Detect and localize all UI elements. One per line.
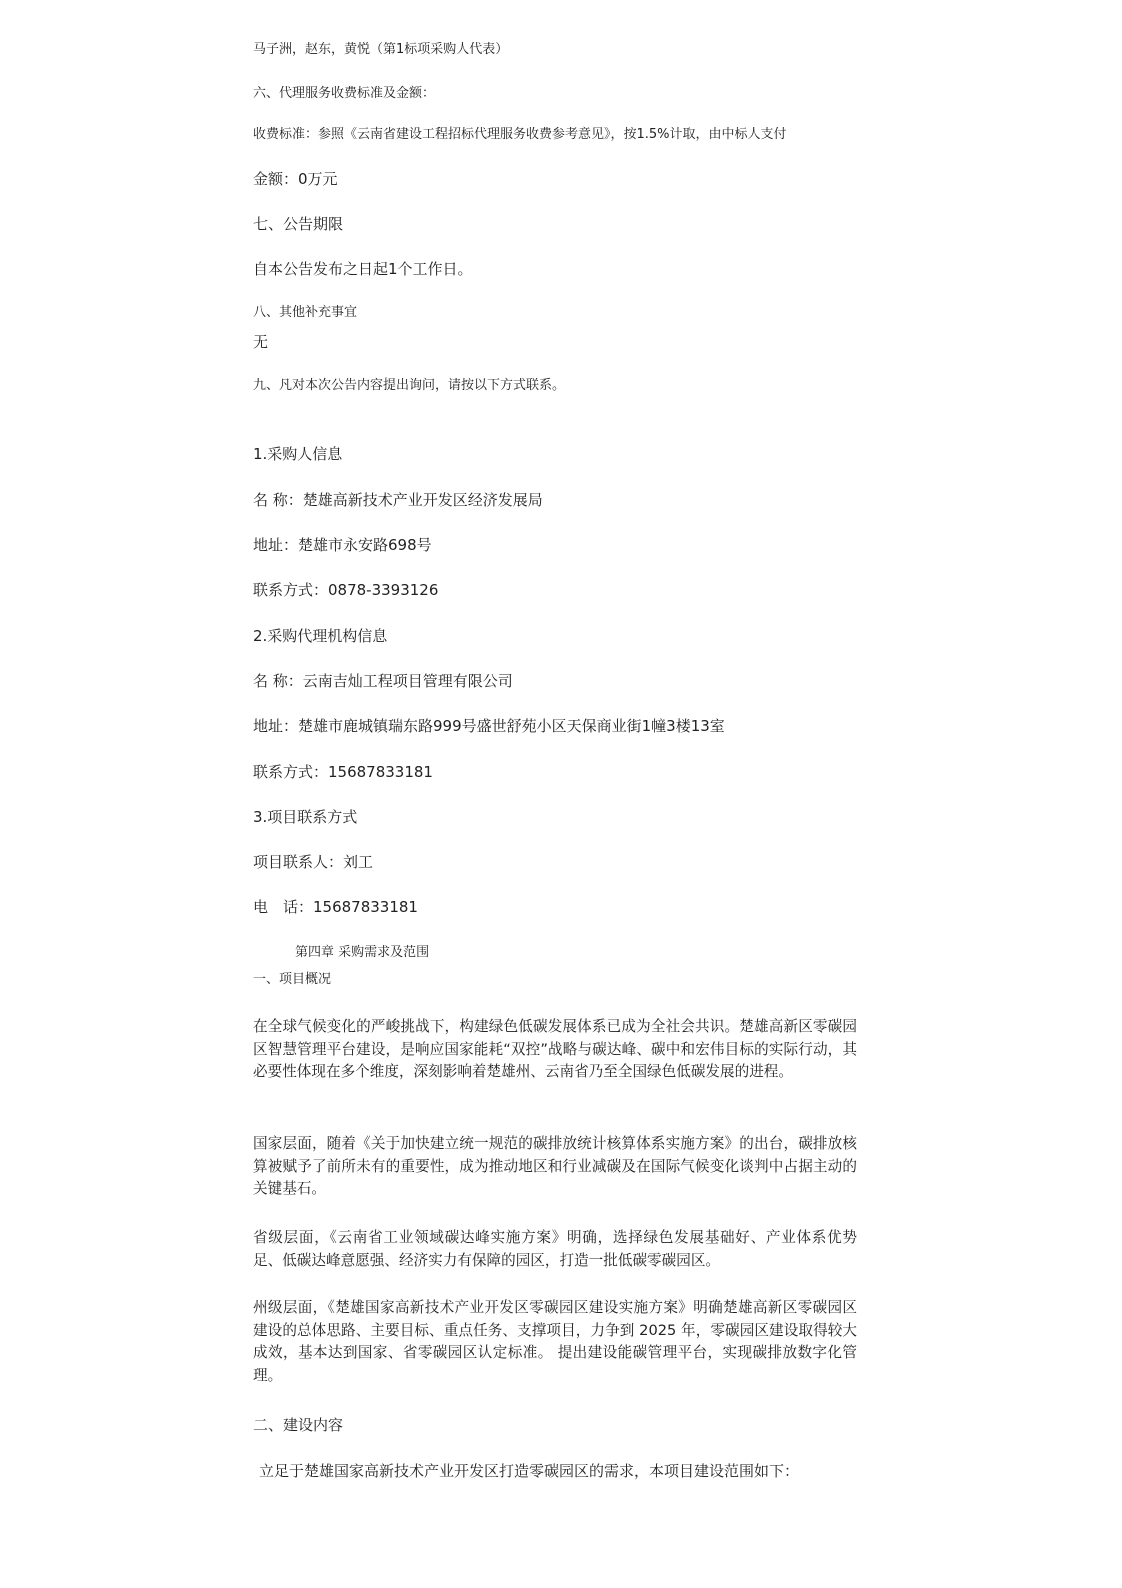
provincial-level-paragraph: 省级层面，《云南省工业领域碳达峰实施方案》明确，选择绿色发展基础好、产业体系优势足、低碳达峰意愿强、经济实力有保障的园区，打造一批低碳零碳园区。 [253,1229,857,1269]
project-contact-heading: 3.项目联系方式 [253,808,358,826]
supplement-none: 无 [253,333,269,351]
national-level-paragraph: 国家层面，随着《关于加快建立统一规范的碳排放统计核算体系实施方案》的出台，碳排放核算被赋予了前所未有的重要性，成为推动地区和行业减碳及在国际气候变化谈判中占据主动的关键基石。 [253,1135,857,1197]
purchaser-name: 名 称：楚雄高新技术产业开发区经济发展局 [253,491,543,509]
project-contact-person: 项目联系人：刘工 [253,853,374,871]
fee-amount: 金额：0万元 [253,170,338,188]
section-2-heading: 二、建设内容 [253,1416,344,1434]
agency-name: 名 称：云南吉灿工程项目管理有限公司 [253,672,513,690]
project-contact-phone: 电 话：15687833181 [253,898,418,916]
purchaser-phone: 联系方式：0878-3393126 [253,581,439,599]
section-8-heading: 八、其他补充事宜 [253,305,358,320]
agency-heading: 2.采购代理机构信息 [253,627,388,645]
overview-paragraph: 在全球气候变化的严峻挑战下，构建绿色低碳发展体系已成为全社会共识。楚雄高新区零碳园区智慧管理平台建设，是响应国家能耗“双控”战略与碳达峰、碳中和宏伟目标的实际行动，其必要性体现在多个维度，深刻影响着楚雄州、云南省乃至全国绿色低碳发展的进程。 [253,1018,857,1080]
section-9-heading: 九、凡对本次公告内容提出询问，请按以下方式联系。 [253,378,566,393]
purchaser-address: 地址：楚雄市永安路698号 [253,536,432,554]
fee-standard: 收费标准：参照《云南省建设工程招标代理服务收费参考意见》，按1.5%计取，由中标人支付 [253,127,787,142]
section-1-heading: 一、项目概况 [253,972,332,987]
agency-address: 地址：楚雄市鹿城镇瑞东路999号盛世舒苑小区天保商业街1幢3楼13室 [253,717,725,735]
notice-period: 自本公告发布之日起1个工作日。 [253,260,473,278]
chapter-title: 第四章 采购需求及范围 [295,945,430,960]
section-7-heading: 七、公告期限 [253,215,344,233]
prefectural-level-paragraph: 州级层面，《楚雄国家高新技术产业开发区零碳园区建设实施方案》明确楚雄高新区零碳园区建设的总体思路、主要目标、重点任务、支撑项目，力争到 2025 年，零碳园区建设取得较大成效，基本达到国家、省零碳园区认定标准。 提出建设能碳管理平台，实现碳排放数字化管理。 [253,1299,857,1384]
agency-phone: 联系方式：15687833181 [253,763,433,781]
section-6-heading: 六、代理服务收费标准及金额： [253,86,436,101]
procurement-representatives: 马子洲，赵东，黄悦（第1标项采购人代表） [253,42,509,57]
construction-scope-intro: 立足于楚雄国家高新技术产业开发区打造零碳园区的需求，本项目建设范围如下： [259,1462,800,1480]
purchaser-heading: 1.采购人信息 [253,445,343,463]
